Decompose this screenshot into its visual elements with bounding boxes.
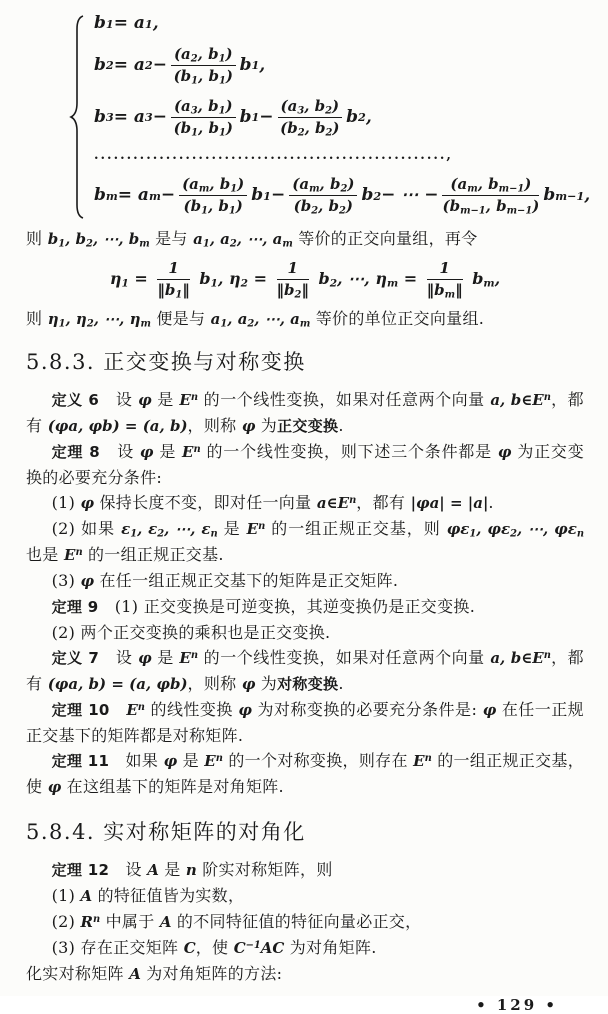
equation-rows (86, 14, 590, 216)
theorem-10: 定理 10 $E^n$ 的线性变换 φ 为对称变换的必要充分条件是: φ 在任一正规正交基下的矩阵都是对称矩阵. (26, 699, 584, 745)
theorem-8: 定理 8 设 φ 是 $E^n$ 的一个线性变换，则下述三个条件都是 φ 为正交变换的必要充分条件: (26, 441, 584, 487)
equation-b2: b 2 = a 2 − ($a_2$, $b_1$) ($b_1$, $b_1$) b 1 , (94, 45, 266, 87)
diagonalization-method-intro: 化实对称矩阵 A 为对角矩阵的方法: (26, 963, 283, 983)
equation-b3: b 3 = a 3 − ($a_3$, $b_1$) ($b_1$, $b_1$) b 1 − ($a_3$, $b_2$) ($b_2$, $b_2$) b 2 , (94, 97, 372, 139)
theorem-12-item-3: (3) 存在正交矩阵 C，使 $C^{-1}AC$ 为对角矩阵. (51, 937, 377, 957)
section-heading-583: 5.8.3. 正交变换与对称变换 (26, 349, 306, 374)
curly-brace-icon (70, 14, 86, 220)
page-number: • 129 • (476, 995, 558, 1014)
theorem-12: 定理 12 设 A 是 n 阶实对称矩阵，则 (51, 859, 333, 879)
gram-schmidt-equation-system (70, 13, 591, 220)
theorem-9-item-2: (2) 两个正交变换的乘积也是正交变换. (51, 622, 331, 642)
theorem-12-item-1: (1) A 的特征值皆为实数， (51, 885, 245, 905)
section-heading-584: 5.8.4. 实对称矩阵的对角化 (26, 819, 306, 844)
orthonormal-group-result-text: 则 $\eta_1$, $\eta_2$, ⋯, $\eta_m$ 便是与 $a_1$, $a_2$, ⋯, $a_m$ 等价的单位正交向量组. (26, 308, 485, 329)
theorem-8-item-1: (1) φ 保持长度不变，即对任一向量 $a\in E^n$，都有 |φa| = |a|. (51, 492, 494, 512)
equation-ellipsis-row: ......................................................, (94, 148, 453, 164)
orthogonal-group-intro-text: 则 $b_1$, $b_2$, ⋯, $b_m$ 是与 $a_1$, $a_2$, ⋯, $a_m$ 等价的正交向量组，再令 (26, 229, 478, 250)
theorem-9: 定理 9 (1) 正交变换是可逆变换，其逆变换仍是正交变换. (51, 596, 476, 616)
theorem-8-item-3: (3) φ 在任一组正规正交基下的矩阵是正交矩阵. (51, 570, 399, 590)
definition-6: 定义 6 设 φ 是 $E^n$ 的一个线性变换，如果对任意两个向量 a, $b\in E^n$，都有 (φa, φb) = (a, b)，则称 φ 为正交变换. (26, 389, 584, 435)
theorem-11: 定理 11 如果 φ 是 $E^n$ 的一个对称变换，则存在 $E^n$ 的一组正规正交基，使 φ 在这组基下的矩阵是对角矩阵. (26, 750, 584, 796)
theorem-12-item-2: (2) $R^n$ 中属于 A 的不同特征值的特征向量必正交， (51, 911, 422, 931)
normalization-formula: $\eta_1$ = $\frac{1}{‖b_1‖}$ $b_1$, $\eta_2$ = $\frac{1}{‖b_2‖}$ $b_2$, ⋯, $\eta_m$ = $\frac{1}{‖b_m‖}$ $b_m$, (109, 259, 501, 301)
equation-b1: b 1 = a 1 , (94, 13, 159, 33)
theorem-8-item-2: (2) 如果 $\varepsilon_1$, $\varepsilon_2$, ⋯, $\varepsilon_n$ 是 $E^n$ 的一组正规正交基，则 $\varphi\varepsilon_1$, $\varphi\varepsilon_2$, ⋯, $\varphi\varepsilon_n$ 也是 $E^n$ 的一组正规正交基. (26, 518, 584, 564)
definition-7: 定义 7 设 φ 是 $E^n$ 的一个线性变换，如果对任意两个向量 a, $b\in E^n$，都有 (φa, b) = (a, φb)，则称 φ 为对称变换. (26, 647, 584, 693)
equation-bm: b m = a m − ($a_m$, $b_1$) ($b_1$, $b_1$) b 1 − ($a_m$, $b_2$) ($b_2$, $b_2$) b 2 − ⋯ − ($a_m$, $b_{m-1}$) ($b_{m-1}$, $b_{m-1}$) b m−1 , (94, 175, 591, 217)
